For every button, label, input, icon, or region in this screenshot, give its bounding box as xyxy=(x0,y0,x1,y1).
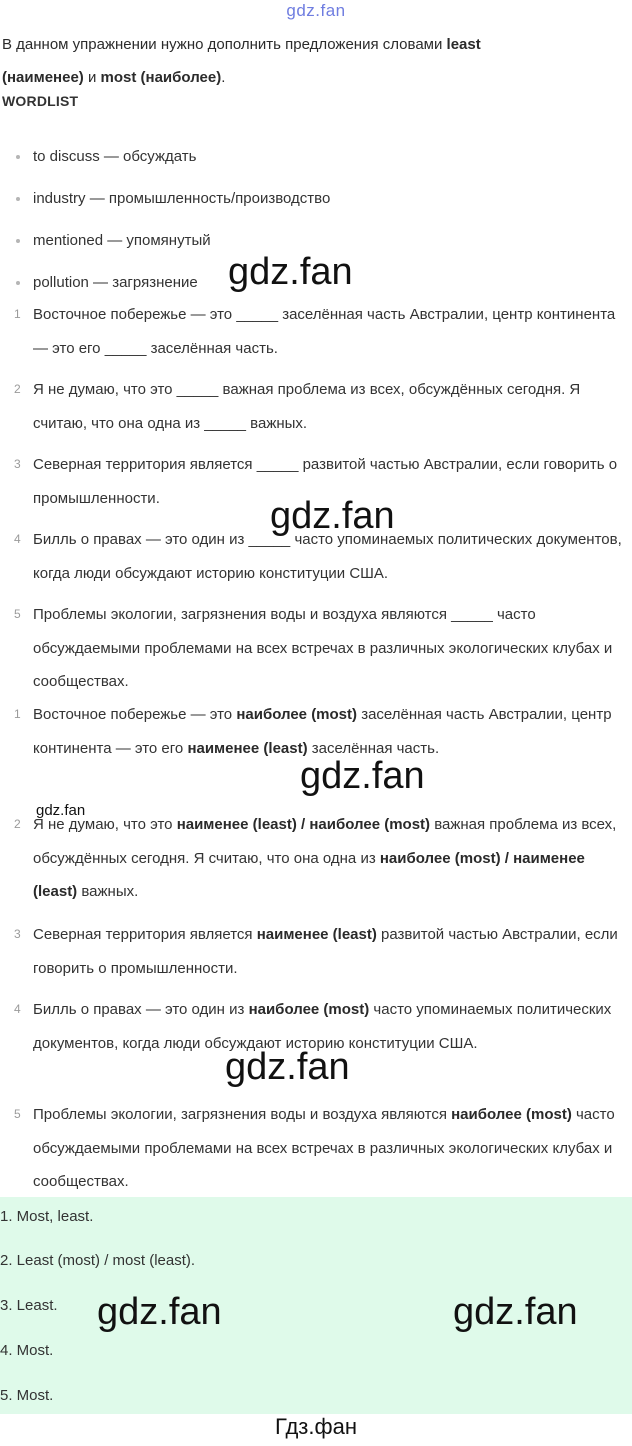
solution-answer-word: наименее (least) / наиболее (most) xyxy=(176,816,431,833)
task-text: Проблемы экологии, загрязнения воды и воздуха являются _____ часто обсуждаемыми проблемами на всех встречах в различных экологических клубах и сообществах. xyxy=(33,606,613,690)
solution-number: 5 xyxy=(14,1107,21,1121)
task-item xyxy=(0,298,632,373)
watermark: gdz.fan xyxy=(228,251,353,293)
solution-text: Проблемы экологии, загрязнения воды и воздуха являются xyxy=(33,1106,452,1123)
solution-text: важных. xyxy=(77,883,139,900)
wordlist-item-text: pollution — загрязнение xyxy=(33,274,198,291)
watermark: gdz.fan xyxy=(270,495,395,537)
solution-text: Билль о правах — это один из xyxy=(33,1001,249,1018)
task-number: 1 xyxy=(14,307,21,321)
solution-text: часто упоминаемых политических документов, когда люди обсуждают историю конституции США. xyxy=(33,1001,612,1052)
task-text: Восточное побережье — это _____ заселённая часть Австралии, центр континента — это его _____ заселённая часть. xyxy=(33,306,616,357)
solution-text: важная проблема из всех, обсуждённых сегодня. Я считаю, что она одна из xyxy=(33,816,617,867)
solution-answer-word: наименее (least) xyxy=(256,926,377,943)
top-watermark: gdz.fan xyxy=(286,1,346,20)
answer-line: 5. Most. xyxy=(0,1387,54,1404)
solution-answer-word: наиболее (most) xyxy=(236,706,358,723)
task-text: Билль о правах — это один из _____ часто упоминаемых политических документов, когда люди обсуждают историю конституции США. xyxy=(33,531,622,582)
task-text: Северная территория является _____ развитой частью Австралии, если говорить о промышленности. xyxy=(33,456,618,507)
watermark-small: gdz.fan xyxy=(36,802,86,819)
solution-text: часто обсуждаемыми проблемами на всех встречах в различных экологических клубах и сообществах. xyxy=(33,1106,615,1190)
wordlist-item-text: to discuss — обсуждать xyxy=(33,148,197,165)
solution-number: 1 xyxy=(14,707,21,721)
wordlist-item xyxy=(0,178,330,220)
intro-and: и xyxy=(83,69,101,86)
task-number: 2 xyxy=(14,382,21,396)
intro-word-least-ru: (наименее) xyxy=(2,69,84,86)
solution-item xyxy=(0,1098,632,1198)
answer-line: 2. Least (most) / most (least). xyxy=(0,1252,196,1269)
task-number: 3 xyxy=(14,457,21,471)
solution-answer-word: наиболее (most) xyxy=(451,1106,572,1123)
answer-line: 3. Least. xyxy=(0,1297,58,1314)
solution-item xyxy=(0,808,632,918)
solution-text: развитой частью Австралии, если говорить о промышленности. xyxy=(33,926,618,977)
watermark: gdz.fan xyxy=(225,1046,350,1088)
solution-answer-word: наиболее (most) / наименее (least) xyxy=(33,849,585,900)
solution-text: Восточное побережье — это xyxy=(33,706,237,723)
watermark: gdz.fan xyxy=(97,1291,222,1333)
solution-text: заселённая часть Австралии, центр континента — это его xyxy=(33,706,612,757)
solution-item xyxy=(0,918,632,993)
solution-text: заселённая часть. xyxy=(307,739,440,757)
task-item xyxy=(0,373,632,448)
intro-text: В данном упражнении нужно дополнить предложения словами xyxy=(2,36,447,53)
intro-word-least: least xyxy=(446,36,481,53)
solution-text: Северная территория является xyxy=(33,926,257,943)
intro-paragraph xyxy=(2,28,612,94)
wordlist-item-text: industry — промышленность/производство xyxy=(33,190,331,207)
solution-number: 4 xyxy=(14,1002,21,1016)
footer-brand: Гдз.фан xyxy=(275,1414,357,1439)
wordlist-title: WORDLIST xyxy=(2,93,79,109)
solution-answer-word: наименее (least) xyxy=(187,739,308,757)
wordlist-item xyxy=(0,136,330,178)
bullet-dot-icon xyxy=(16,155,20,159)
intro-word-most-ru: (наиболее) xyxy=(140,69,222,86)
bullet-dot-icon xyxy=(16,239,20,243)
intro-word-most: most xyxy=(100,69,137,86)
answer-line: 4. Most. xyxy=(0,1342,54,1359)
answer-line: 1. Most, least. xyxy=(0,1208,94,1225)
task-number: 4 xyxy=(14,532,21,546)
solution-text: Я не думаю, что это xyxy=(33,816,177,833)
solution-answer-word: наиболее (most) xyxy=(248,1001,370,1018)
solution-number: 2 xyxy=(14,817,21,831)
watermark: gdz.fan xyxy=(453,1291,578,1333)
bullet-dot-icon xyxy=(16,197,20,201)
intro-end: . xyxy=(221,69,226,86)
task-item xyxy=(0,598,632,698)
solution-number: 3 xyxy=(14,927,21,941)
wordlist-item-text: mentioned — упомянутый xyxy=(33,232,211,249)
task-text: Я не думаю, что это _____ важная проблема из всех, обсуждённых сегодня. Я считаю, что она одна из _____ важных. xyxy=(33,381,581,432)
watermark: gdz.fan xyxy=(300,755,425,797)
task-number: 5 xyxy=(14,607,21,621)
bullet-dot-icon xyxy=(16,281,20,285)
